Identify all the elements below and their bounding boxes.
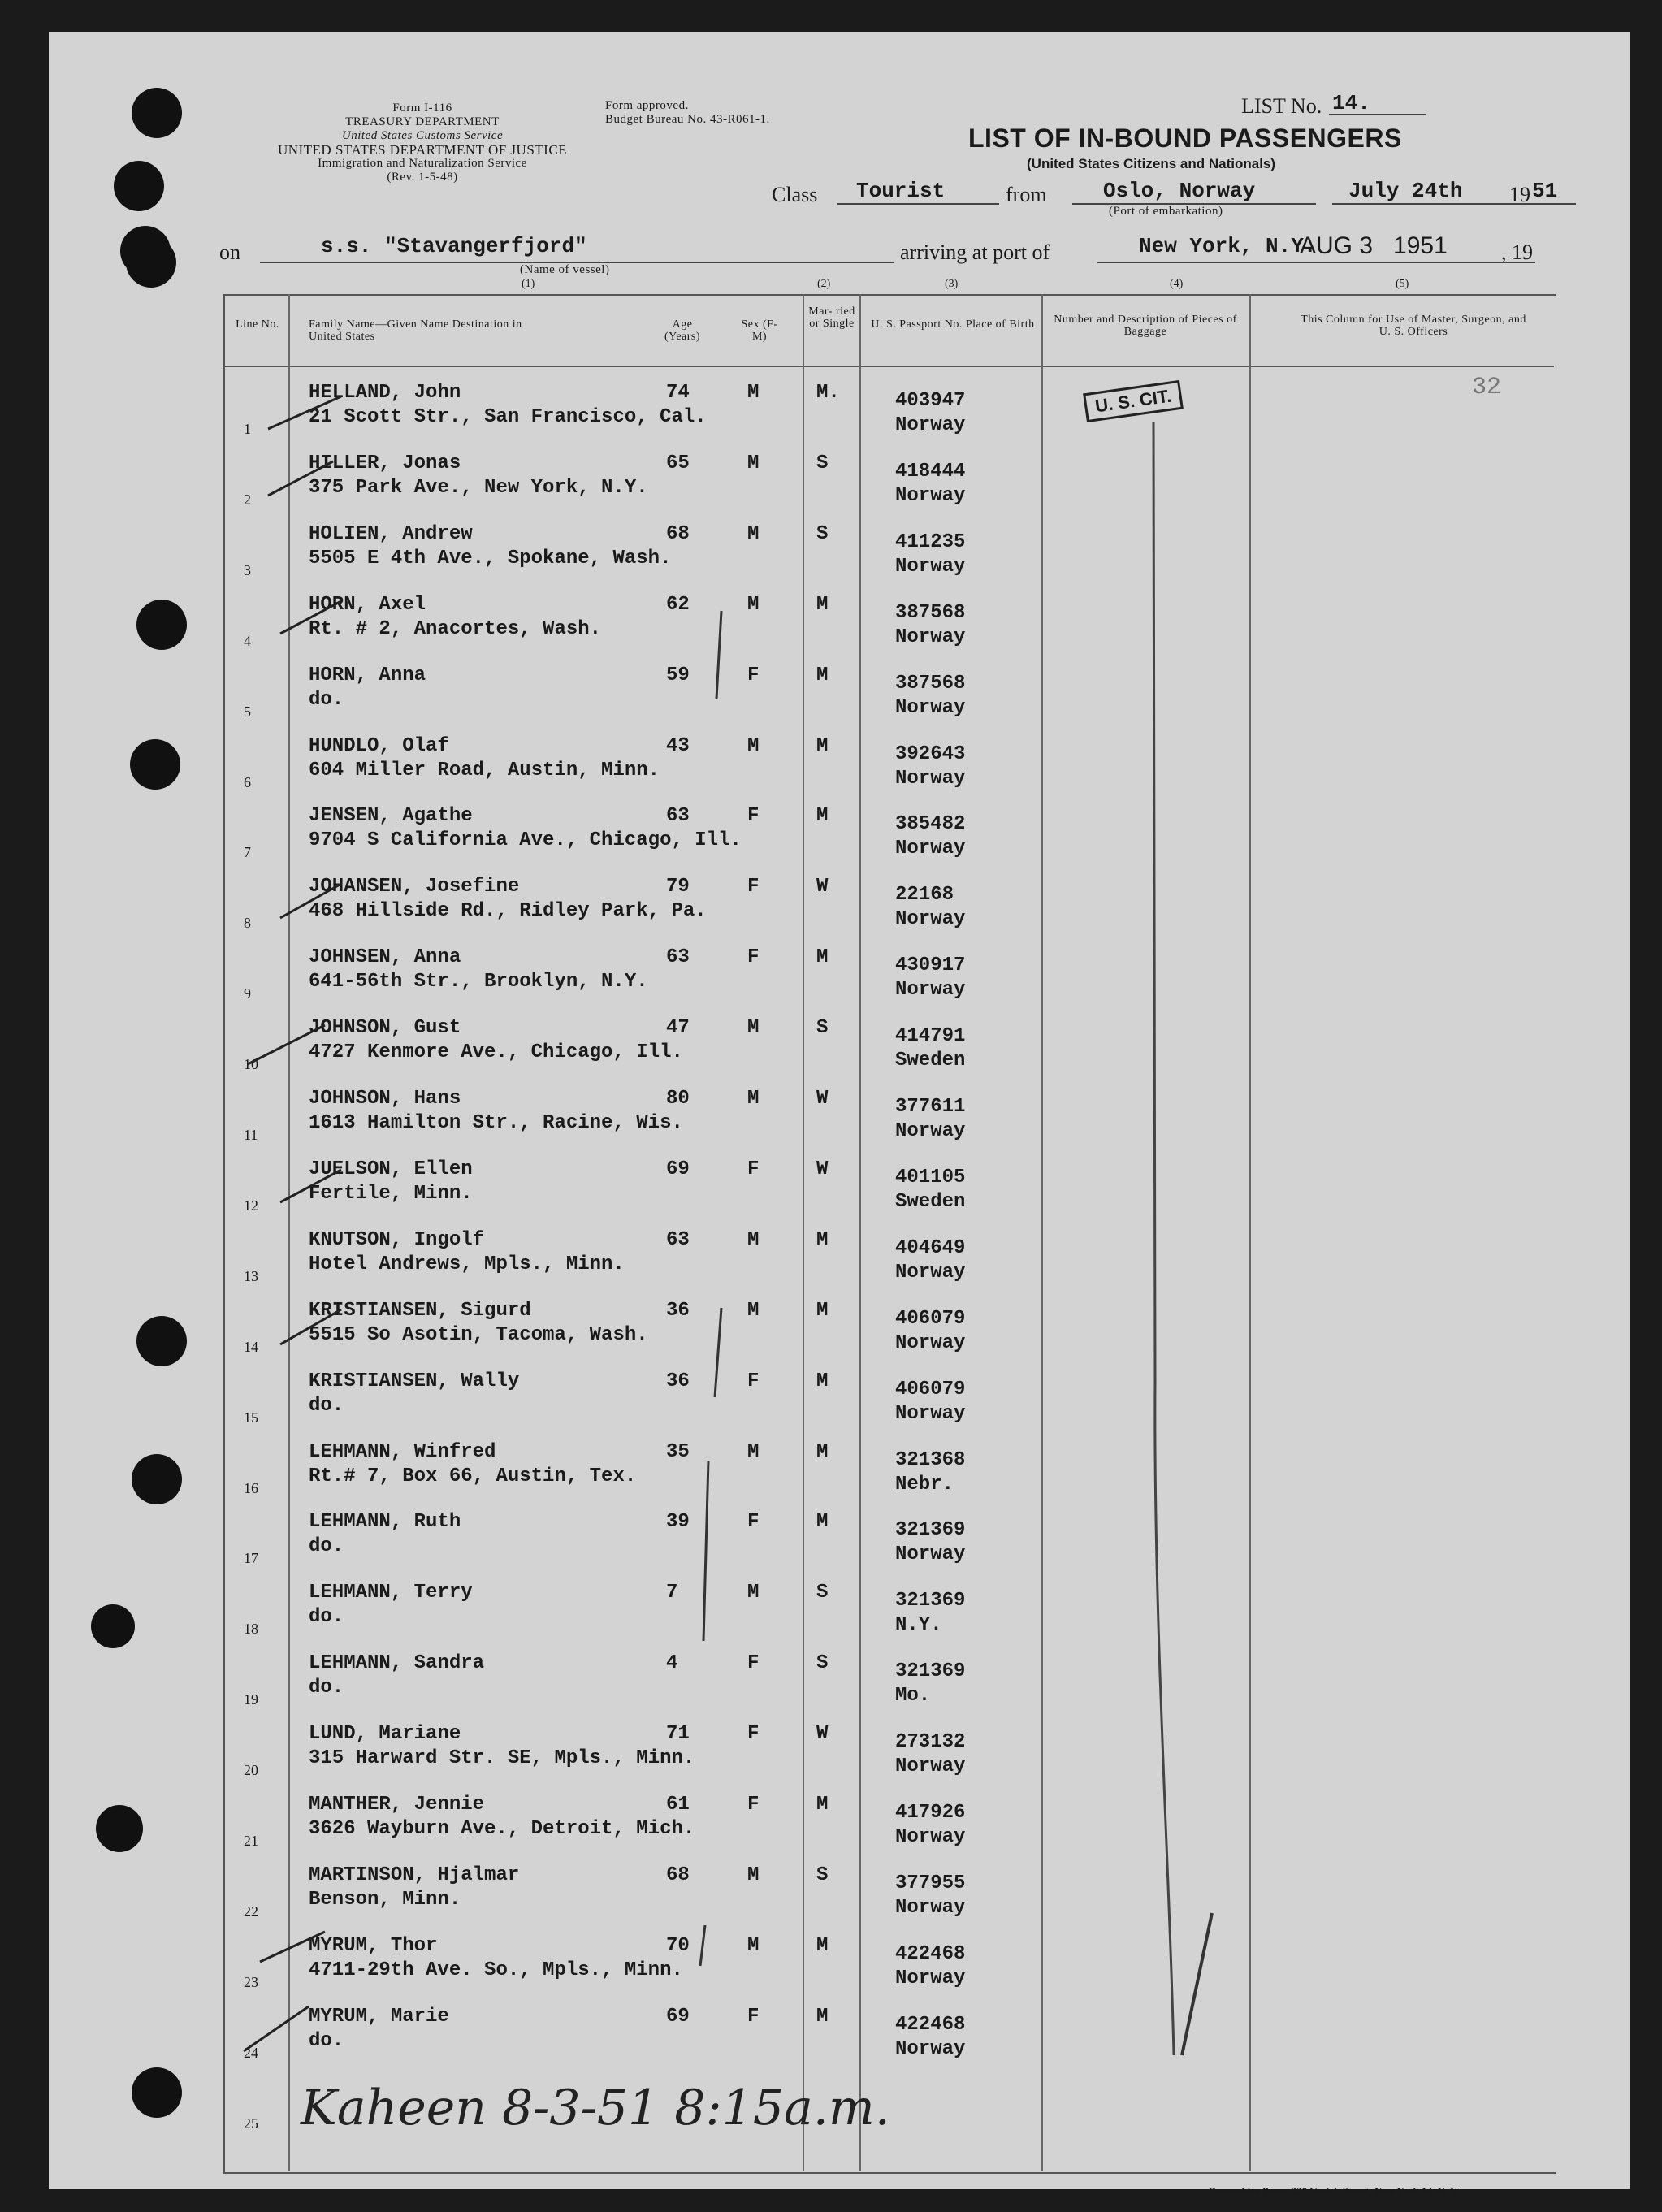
destination-address: 375 Park Ave., New York, N.Y. <box>309 476 648 499</box>
list-number-label: LIST No. <box>1241 94 1322 118</box>
passenger-name: MANTHER, Jennie <box>309 1794 485 1816</box>
place-of-birth: Norway <box>895 1402 966 1425</box>
header-officers: This Column for Use of Master, Surgeon, and U. S. Officers <box>1301 314 1526 338</box>
passport-number: 417926 <box>895 1802 966 1824</box>
officer-note: 32 <box>1472 374 1502 401</box>
passenger-name: LEHMANN, Winfred <box>309 1440 496 1463</box>
passenger-age: 71 <box>666 1723 690 1746</box>
place-of-birth: Norway <box>895 838 966 860</box>
place-of-birth: Norway <box>895 1543 966 1566</box>
passenger-sex: M <box>747 1299 760 1322</box>
line-number: 23 <box>244 1973 258 1990</box>
passport-number: 406079 <box>895 1307 966 1330</box>
place-of-birth: Nebr. <box>895 1473 954 1496</box>
place-of-birth: Norway <box>895 484 966 507</box>
check-mark <box>280 884 341 918</box>
check-mark <box>268 396 341 429</box>
passenger-age: 59 <box>666 664 690 686</box>
vessel-name: s.s. "Stavangerfjord" <box>321 234 587 258</box>
destination-address: 468 Hillside Rd., Ridley Park, Pa. <box>309 900 707 923</box>
marital-status: S <box>816 522 829 545</box>
passenger-sex: M <box>747 1228 760 1251</box>
passport-number: 411235 <box>895 530 966 553</box>
check-mark <box>260 1932 325 1962</box>
line-number: 20 <box>244 1762 258 1779</box>
passenger-sex: M <box>747 1440 760 1463</box>
arrival-date-stamp: AUG 3 1951 <box>1300 232 1448 259</box>
from-value: Oslo, Norway <box>1103 179 1256 203</box>
passenger-sex: M <box>747 593 760 616</box>
passenger-name: LEHMANN, Sandra <box>309 1652 485 1675</box>
header-line-no: Line No. <box>236 318 279 331</box>
header-married: Mar- ried or Single <box>808 305 855 330</box>
passenger-age: 63 <box>666 1228 690 1251</box>
passport-number: 422468 <box>895 1942 966 1965</box>
passport-number: 321369 <box>895 1519 966 1542</box>
bracket-mark <box>715 1308 721 1397</box>
passenger-sex: F <box>747 1723 760 1746</box>
bracket-mark <box>716 611 721 699</box>
passenger-name: KNUTSON, Ingolf <box>309 1228 485 1251</box>
destination-address: 1613 Hamilton Str., Racine, Wis. <box>309 1112 683 1134</box>
customs-service: United States Customs Service <box>341 129 504 142</box>
passenger-name: KRISTIANSEN, Sigurd <box>309 1299 531 1322</box>
passenger-age: 61 <box>666 1794 690 1816</box>
ins-service: Immigration and Naturalization Service <box>318 157 527 170</box>
place-of-birth: Norway <box>895 2037 966 2060</box>
passenger-age: 65 <box>666 452 690 474</box>
bracket-mark <box>703 1461 708 1641</box>
destination-address: do. <box>309 1535 344 1558</box>
marital-status: M <box>816 1794 829 1816</box>
passenger-sex: M <box>747 1017 760 1040</box>
passenger-name: HORN, Axel <box>309 593 426 616</box>
place-of-birth: Norway <box>895 1755 966 1778</box>
check-mark <box>248 1025 325 1064</box>
marital-status: M <box>816 946 829 969</box>
line-number: 14 <box>244 1338 258 1355</box>
line-number: 4 <box>244 632 251 649</box>
col-num-2: (2) <box>817 278 831 290</box>
destination-address: do. <box>309 688 344 711</box>
passenger-name: HILLER, Jonas <box>309 452 461 474</box>
marital-status: S <box>816 1864 829 1886</box>
line-number: 15 <box>244 1409 258 1426</box>
list-number: 14. <box>1332 91 1370 115</box>
passenger-sex: F <box>747 1652 760 1675</box>
passport-number: 321369 <box>895 1590 966 1612</box>
marital-status: M <box>816 664 829 686</box>
line-number: 1 <box>244 421 251 437</box>
line-number: 9 <box>244 985 251 1002</box>
from-label: from <box>1006 183 1047 206</box>
passport-number: 403947 <box>895 390 966 412</box>
line-number: 17 <box>244 1550 258 1567</box>
passenger-age: 7 <box>666 1582 678 1604</box>
justice-dept: UNITED STATES DEPARTMENT OF JUSTICE <box>277 142 568 158</box>
header-name: Family Name—Given Name Destination in United States <box>309 318 522 343</box>
marital-status: M <box>816 593 829 616</box>
passenger-name: HOLIEN, Andrew <box>309 522 473 545</box>
passport-number: 321368 <box>895 1448 966 1471</box>
marital-status: M <box>816 1228 829 1251</box>
marital-status: M <box>816 1440 829 1463</box>
year-suffix: 51 <box>1532 179 1558 203</box>
form-number: Form I-116 <box>392 102 452 115</box>
line-number: 18 <box>244 1621 258 1638</box>
place-of-birth: Norway <box>895 1826 966 1848</box>
passenger-age: 35 <box>666 1440 690 1463</box>
passenger-sex: F <box>747 876 760 898</box>
passenger-sex: F <box>747 1370 760 1392</box>
passenger-name: LEHMANN, Ruth <box>309 1511 461 1534</box>
destination-address: 5505 E 4th Ave., Spokane, Wash. <box>309 547 672 569</box>
marital-status: W <box>816 876 829 898</box>
passenger-name: MYRUM, Thor <box>309 1934 438 1957</box>
header-passport: U. S. Passport No. Place of Birth <box>871 318 1035 331</box>
place-of-birth: Norway <box>895 1331 966 1354</box>
header-age: Age (Years) <box>664 318 701 343</box>
destination-address: do. <box>309 1677 344 1699</box>
arrival-year-suffix: , 19 <box>1501 240 1533 264</box>
printer-footer: Devonshire Press, 225 Varick Street, New York 14, N. Y. <box>1209 2185 1460 2197</box>
passenger-name: HELLAND, John <box>309 382 461 404</box>
passenger-name: JOHNSEN, Anna <box>309 946 461 969</box>
line-number: 13 <box>244 1267 258 1284</box>
destination-address: 604 Miller Road, Austin, Minn. <box>309 759 660 781</box>
passenger-sex: F <box>747 946 760 969</box>
marital-status: M <box>816 1934 829 1957</box>
form-approved: Form approved. <box>605 99 689 112</box>
marital-status: M <box>816 1299 829 1322</box>
passenger-age: 63 <box>666 805 690 828</box>
passenger-name: KRISTIANSEN, Wally <box>309 1370 520 1392</box>
vessel-caption: (Name of vessel) <box>520 263 610 276</box>
line-number: 3 <box>244 561 251 578</box>
passenger-age: 47 <box>666 1017 690 1040</box>
place-of-birth: Norway <box>895 1120 966 1142</box>
col-num-5: (5) <box>1396 278 1409 290</box>
place-of-birth: Norway <box>895 555 966 578</box>
class-label: Class <box>772 183 818 206</box>
place-of-birth: Norway <box>895 1896 966 1919</box>
destination-address: 9704 S California Ave., Chicago, Ill. <box>309 829 742 852</box>
passenger-sex: M <box>747 734 760 757</box>
passenger-age: 36 <box>666 1370 690 1392</box>
col-num-3: (3) <box>945 278 959 290</box>
marital-status: W <box>816 1158 829 1180</box>
passenger-name: MARTINSON, Hjalmar <box>309 1864 520 1886</box>
passport-number: 401105 <box>895 1166 966 1188</box>
passenger-name: HUNDLO, Olaf <box>309 734 449 757</box>
place-of-birth: Norway <box>895 696 966 719</box>
passenger-age: 70 <box>666 1934 690 1957</box>
destination-address: Fertile, Minn. <box>309 1182 473 1205</box>
passport-number: 273132 <box>895 1731 966 1754</box>
passenger-name: LUND, Mariane <box>309 1723 461 1746</box>
marital-status: M. <box>816 382 840 404</box>
marital-status: M <box>816 1511 829 1534</box>
line-number: 21 <box>244 1833 258 1849</box>
line-number: 10 <box>244 1056 258 1073</box>
check-mark <box>268 461 333 496</box>
destination-address: 315 Harward Str. SE, Mpls., Minn. <box>309 1747 695 1770</box>
passport-number: 404649 <box>895 1236 966 1259</box>
marital-status: S <box>816 1652 829 1675</box>
marital-status: M <box>816 1370 829 1392</box>
passenger-sex: M <box>747 452 760 474</box>
passenger-name: LEHMANN, Terry <box>309 1582 473 1604</box>
passport-number: 406079 <box>895 1378 966 1400</box>
passenger-sex: M <box>747 382 760 404</box>
passenger-age: 69 <box>666 2005 690 2028</box>
check-mark <box>280 1170 341 1202</box>
destination-address: 4727 Kenmore Ave., Chicago, Ill. <box>309 1041 683 1064</box>
passenger-age: 63 <box>666 946 690 969</box>
passenger-name: JENSEN, Agathe <box>309 805 473 828</box>
destination-address: 641-56th Str., Brooklyn, N.Y. <box>309 971 648 993</box>
handwritten-arrival-note: Kaheen 8-3-51 8:15a.m. <box>301 2080 890 2136</box>
line-number: 8 <box>244 915 251 932</box>
passenger-sex: F <box>747 664 760 686</box>
place-of-birth: Norway <box>895 979 966 1002</box>
passenger-age: 39 <box>666 1511 690 1534</box>
arrival-port: New York, N.Y. <box>1139 234 1317 258</box>
baggage-line-mark <box>1153 422 1174 2055</box>
place-of-birth: N.Y. <box>895 1614 942 1637</box>
marital-status: S <box>816 452 829 474</box>
passenger-age: 80 <box>666 1088 690 1110</box>
marital-status: M <box>816 2005 829 2028</box>
passenger-age: 79 <box>666 876 690 898</box>
passport-number: 414791 <box>895 1025 966 1048</box>
treasury-dept: TREASURY DEPARTMENT <box>345 115 500 128</box>
on-label: on <box>219 240 240 264</box>
place-of-birth: Mo. <box>895 1685 931 1708</box>
passenger-age: 43 <box>666 734 690 757</box>
marital-status: M <box>816 734 829 757</box>
place-of-birth: Sweden <box>895 1190 966 1213</box>
passenger-sex: F <box>747 805 760 828</box>
passenger-sex: M <box>747 1582 760 1604</box>
class-value: Tourist <box>856 179 946 203</box>
passenger-sex: M <box>747 522 760 545</box>
passenger-age: 68 <box>666 522 690 545</box>
passenger-age: 62 <box>666 593 690 616</box>
line-number: 11 <box>244 1127 258 1143</box>
place-of-birth: Norway <box>895 1967 966 1989</box>
destination-address: Rt. # 2, Anacortes, Wash. <box>309 617 602 640</box>
line-number: 16 <box>244 1479 258 1496</box>
passport-number: 392643 <box>895 742 966 765</box>
passport-number: 430917 <box>895 954 966 977</box>
marital-status: W <box>816 1723 829 1746</box>
place-of-birth: Norway <box>895 908 966 931</box>
destination-address: 21 Scott Str., San Francisco, Cal. <box>309 406 707 428</box>
line-number: 19 <box>244 1691 258 1708</box>
document-title: LIST OF IN-BOUND PASSENGERS <box>968 123 1402 153</box>
passenger-sex: M <box>747 1088 760 1110</box>
line-number: 2 <box>244 491 251 508</box>
budget-bureau: Budget Bureau No. 43-R061-1. <box>605 113 770 126</box>
check-mark <box>280 1309 341 1344</box>
line-number: 7 <box>244 844 251 861</box>
passport-number: 418444 <box>895 460 966 483</box>
passenger-name: HORN, Anna <box>309 664 426 686</box>
passenger-age: 74 <box>666 382 690 404</box>
place-of-birth: Norway <box>895 767 966 790</box>
passport-number: 377955 <box>895 1872 966 1894</box>
passport-number: 385482 <box>895 813 966 836</box>
passenger-age: 36 <box>666 1299 690 1322</box>
passport-number: 387568 <box>895 601 966 624</box>
passport-number: 422468 <box>895 2013 966 2036</box>
departure-date: July 24th <box>1348 179 1463 203</box>
place-of-birth: Norway <box>895 626 966 648</box>
header-sex: Sex (F-M) <box>741 318 778 343</box>
col-num-4: (4) <box>1170 278 1184 290</box>
marital-status: W <box>816 1088 829 1110</box>
destination-address: 4711-29th Ave. So., Mpls., Minn. <box>309 1959 683 1981</box>
passenger-name: JOHNSON, Hans <box>309 1088 461 1110</box>
passenger-name: JOHANSEN, Josefine <box>309 876 520 898</box>
us-citizen-stamp: U. S. CIT. <box>1083 380 1184 422</box>
header-baggage: Number and Description of Pieces of Baggage <box>1054 314 1237 338</box>
passenger-name: JOHNSON, Gust <box>309 1017 461 1040</box>
arriving-label: arriving at port of <box>900 240 1050 264</box>
destination-address: do. <box>309 2029 344 2052</box>
passenger-sex: F <box>747 2005 760 2028</box>
check-mark <box>280 601 341 634</box>
marital-status: S <box>816 1582 829 1604</box>
place-of-birth: Norway <box>895 1261 966 1283</box>
tick-mark <box>1182 1913 1212 2055</box>
marital-status: M <box>816 805 829 828</box>
passport-number: 321369 <box>895 1660 966 1683</box>
destination-address: Rt.# 7, Box 66, Austin, Tex. <box>309 1465 637 1487</box>
passenger-name: JUELSON, Ellen <box>309 1158 473 1180</box>
destination-address: Hotel Andrews, Mpls., Minn. <box>309 1253 625 1275</box>
passenger-sex: F <box>747 1511 760 1534</box>
document-subtitle: (United States Citizens and Nationals) <box>1027 156 1276 171</box>
line-number: 25 <box>244 2115 258 2132</box>
passport-number: 377611 <box>895 1096 966 1118</box>
passenger-age: 69 <box>666 1158 690 1180</box>
passport-number: 387568 <box>895 672 966 695</box>
destination-address: do. <box>309 1606 344 1629</box>
passenger-age: 68 <box>666 1864 690 1886</box>
destination-address: 3626 Wayburn Ave., Detroit, Mich. <box>309 1818 695 1840</box>
check-mark <box>244 2006 309 2051</box>
passenger-name: MYRUM, Marie <box>309 2005 449 2028</box>
passport-number: 22168 <box>895 884 954 907</box>
destination-address: Benson, Minn. <box>309 1888 461 1911</box>
passenger-sex: M <box>747 1864 760 1886</box>
rev-date: (Rev. 1-5-48) <box>387 171 458 184</box>
col-num-1: (1) <box>522 278 535 290</box>
line-number: 6 <box>244 773 251 790</box>
passenger-age: 4 <box>666 1652 678 1675</box>
line-number: 5 <box>244 703 251 720</box>
destination-address: 5515 So Asotin, Tacoma, Wash. <box>309 1323 648 1346</box>
place-of-birth: Sweden <box>895 1050 966 1072</box>
line-number: 24 <box>244 2044 258 2061</box>
line-number: 22 <box>244 1902 258 1920</box>
passenger-sex: M <box>747 1934 760 1957</box>
place-of-birth: Norway <box>895 414 966 436</box>
passenger-sex: F <box>747 1794 760 1816</box>
passenger-sex: F <box>747 1158 760 1180</box>
bracket-mark <box>700 1925 705 1966</box>
embark-caption: (Port of embarkation) <box>1109 205 1223 218</box>
marital-status: S <box>816 1017 829 1040</box>
year-prefix: 19 <box>1509 183 1530 206</box>
line-number: 12 <box>244 1197 258 1214</box>
destination-address: do. <box>309 1394 344 1417</box>
